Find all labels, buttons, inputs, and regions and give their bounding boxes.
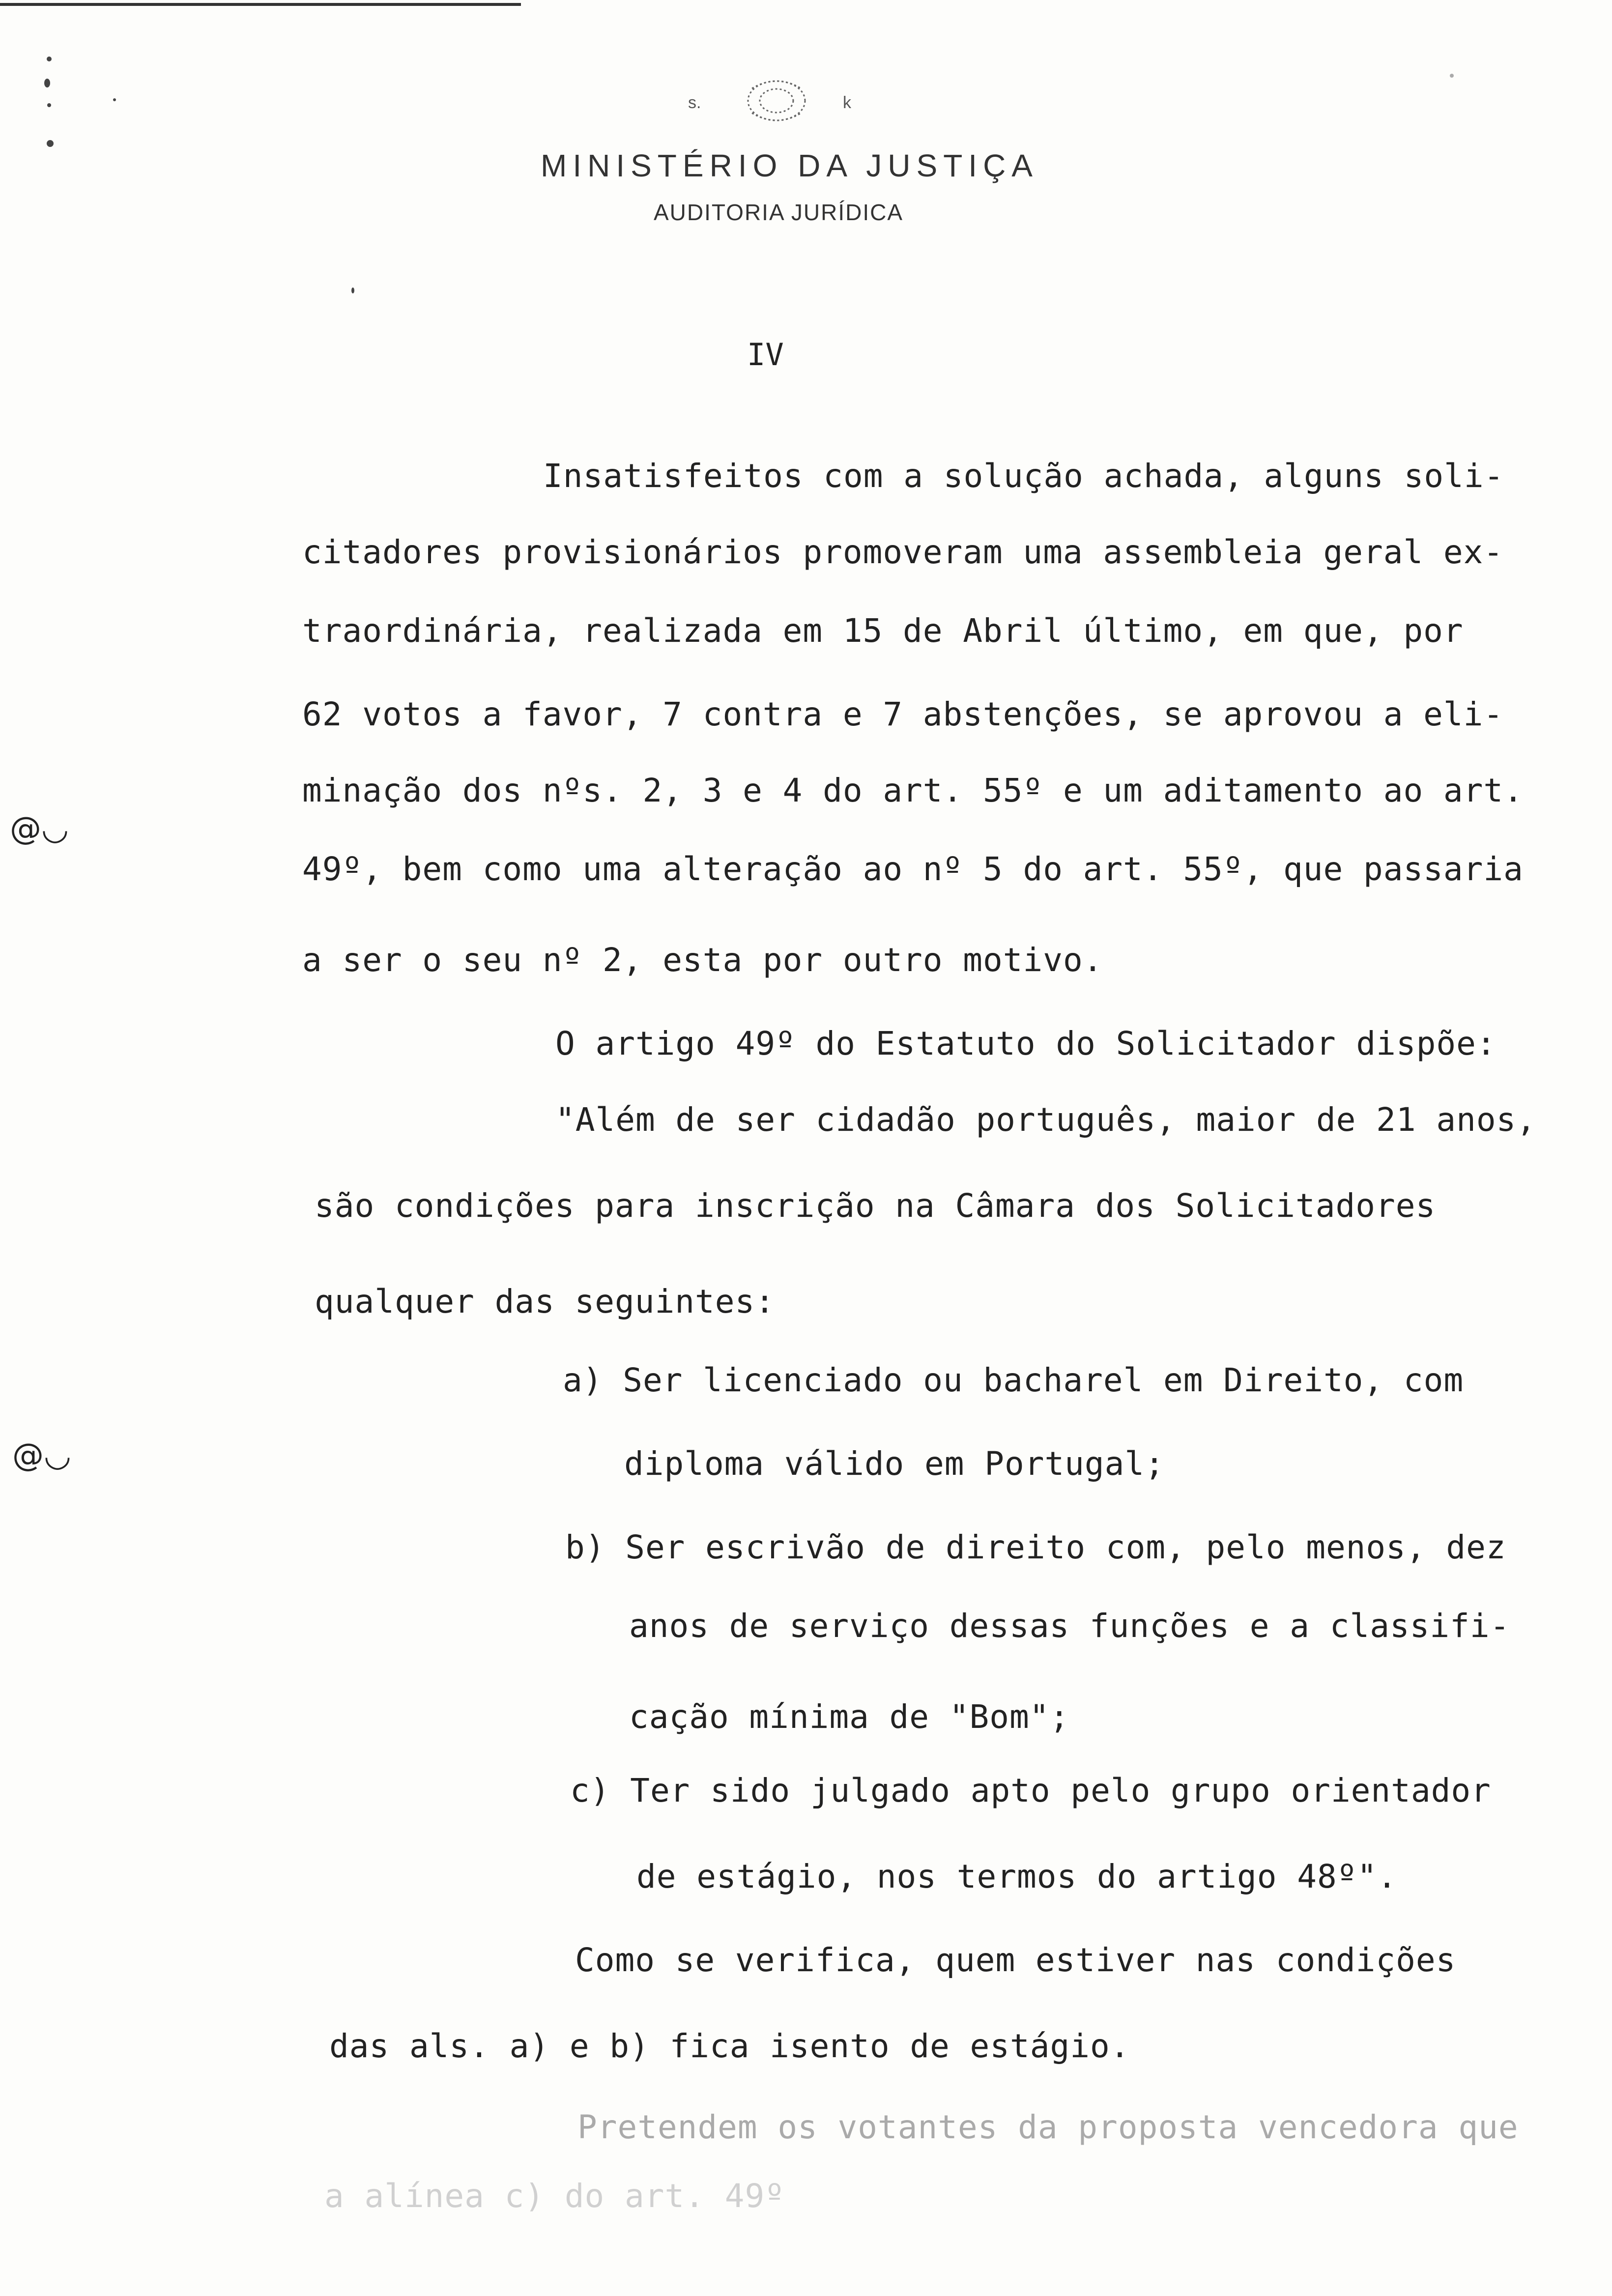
- body-line: minação dos nºs. 2, 3 e 4 do art. 55º e um aditamento ao art.: [302, 772, 1524, 809]
- department-title: AUDITORIA JURÍDICA: [654, 200, 903, 225]
- ink-speck: [47, 103, 51, 107]
- body-line: traordinária, realizada em 15 de Abril último, em que, por: [302, 612, 1464, 650]
- list-item-b-cont: anos de serviço dessas funções e a classifi-: [629, 1607, 1510, 1645]
- body-line: citadores provisionários promoveram uma assembleia geral ex-: [302, 533, 1504, 571]
- ink-speck: [1450, 74, 1454, 78]
- emblem-right-letter: k: [843, 93, 851, 112]
- list-item-b: b) Ser escrivão de direito com, pelo menos, dez: [565, 1528, 1506, 1566]
- body-line: Insatisfeitos com a solução achada, alguns soli-: [543, 457, 1504, 495]
- ink-speck: [47, 57, 52, 61]
- list-item-a: a) Ser licenciado ou bacharel em Direito, com: [563, 1361, 1464, 1399]
- list-item-b-cont: cação mínima de "Bom";: [629, 1698, 1070, 1736]
- faded-line: Pretendem os votantes da proposta vencedora que: [577, 2108, 1519, 2146]
- margin-punch-mark: @◡: [10, 811, 69, 847]
- top-edge-rule: [0, 3, 521, 6]
- list-item-c-cont: de estágio, nos termos do artigo 48º".: [636, 1858, 1397, 1895]
- faded-line: a alínea c) do art. 49º: [324, 2177, 785, 2215]
- ink-speck: [113, 98, 116, 101]
- body-line: a ser o seu nº 2, esta por outro motivo.: [302, 941, 1103, 979]
- quote-line: qualquer das seguintes:: [315, 1283, 775, 1320]
- body-line: 62 votos a favor, 7 contra e 7 abstenções, se aprovou a eli-: [302, 695, 1504, 733]
- coat-of-arms-emblem: [737, 74, 816, 128]
- ink-speck: [44, 79, 50, 87]
- list-item-c: c) Ter sido julgado apto pelo grupo orientador: [570, 1772, 1491, 1809]
- emblem-left-letter: s.: [688, 93, 701, 112]
- body-line: Como se verifica, quem estiver nas condições: [575, 1941, 1456, 1979]
- ink-speck: [351, 287, 354, 293]
- margin-punch-mark: @◡: [12, 1437, 71, 1474]
- body-line: O artigo 49º do Estatuto do Solicitador dispõe:: [555, 1025, 1497, 1062]
- quote-line: são condições para inscrição na Câmara dos Solicitadores: [315, 1187, 1436, 1225]
- quote-line: "Além de ser cidadão português, maior de 21 anos,: [555, 1101, 1537, 1139]
- list-item-a-cont: diploma válido em Portugal;: [624, 1445, 1165, 1483]
- section-number: IV: [747, 337, 784, 373]
- body-line: 49º, bem como uma alteração ao nº 5 do art. 55º, que passaria: [302, 850, 1524, 888]
- ministry-title: MINISTÉRIO DA JUSTIÇA: [541, 148, 1038, 183]
- ink-speck: [47, 140, 54, 147]
- body-line: das als. a) e b) fica isento de estágio.: [329, 2027, 1130, 2065]
